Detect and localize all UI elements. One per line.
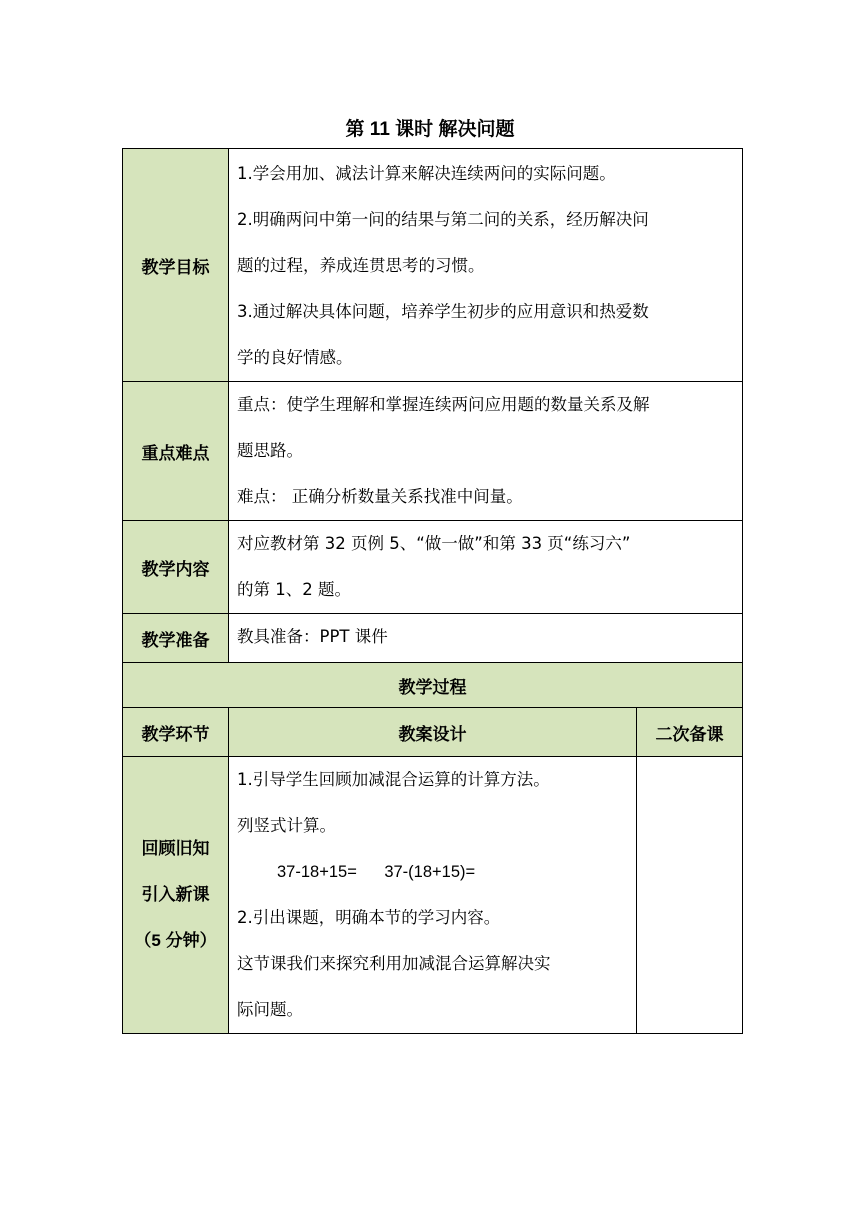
review-line: 2.引出课题，明确本节的学习内容。 xyxy=(237,908,501,927)
objective-line: 2.明确两问中第一问的结果与第二问的关系，经历解决问 xyxy=(237,210,649,229)
objectives-content xyxy=(229,149,743,382)
column-design: 教案设计 xyxy=(229,708,637,757)
key-point-line: 难点： 正确分析数量关系找准中间量。 xyxy=(237,487,523,506)
key-points-content xyxy=(229,382,743,521)
column-revision: 二次备课 xyxy=(637,708,743,757)
objective-line: 3.通过解决具体问题，培养学生初步的应用意识和热爱数 xyxy=(237,302,649,321)
lesson-plan-table xyxy=(122,148,743,1034)
content-text xyxy=(229,521,743,614)
review-label-line: 引入新课 xyxy=(141,885,210,904)
review-label-line: 回顾旧知 xyxy=(141,839,210,858)
review-label-line: （5 分钟） xyxy=(134,931,217,950)
preparation-text: 教具准备：PPT 课件 xyxy=(237,627,388,646)
content-label: 教学内容 xyxy=(123,521,229,614)
key-point-line: 题思路。 xyxy=(237,441,303,460)
objective-line: 1.学会用加、减法计算来解决连续两问的实际问题。 xyxy=(237,164,616,183)
key-point-line: 重点：使学生理解和掌握连续两问应用题的数量关系及解 xyxy=(237,395,650,414)
objectives-row xyxy=(123,149,743,382)
review-line: 1.引导学生回顾加减混合运算的计算方法。 xyxy=(237,770,550,789)
objectives-label: 教学目标 xyxy=(123,149,229,382)
content-line: 的第 1、2 题。 xyxy=(237,580,351,599)
preparation-label: 教学准备 xyxy=(123,614,229,663)
process-header: 教学过程 xyxy=(123,663,743,708)
key-points-label: 重点难点 xyxy=(123,382,229,521)
review-line: 际问题。 xyxy=(237,1000,303,1019)
page-title: 第 11 课时 解决问题 xyxy=(345,119,515,140)
review-row xyxy=(123,757,743,1034)
content-line: 对应教材第 32 页例 5、“做一做”和第 33 页“练习六” xyxy=(237,534,631,553)
objective-line: 题的过程，养成连贯思考的习惯。 xyxy=(237,256,485,275)
objective-line: 学的良好情感。 xyxy=(237,348,353,367)
review-line: 列竖式计算。 xyxy=(237,816,336,835)
review-equations: 37-18+15= 37-(18+15)= xyxy=(277,863,476,881)
review-content xyxy=(229,757,637,1034)
key-points-row xyxy=(123,382,743,521)
review-label xyxy=(123,757,229,1034)
process-columns-row xyxy=(123,708,743,757)
column-stage: 教学环节 xyxy=(123,708,229,757)
preparation-content xyxy=(229,614,743,663)
content-row xyxy=(123,521,743,614)
review-notes xyxy=(637,757,743,1034)
review-line: 这节课我们来探究利用加减混合运算解决实 xyxy=(237,954,551,973)
process-header-row xyxy=(123,663,743,708)
preparation-row xyxy=(123,614,743,663)
